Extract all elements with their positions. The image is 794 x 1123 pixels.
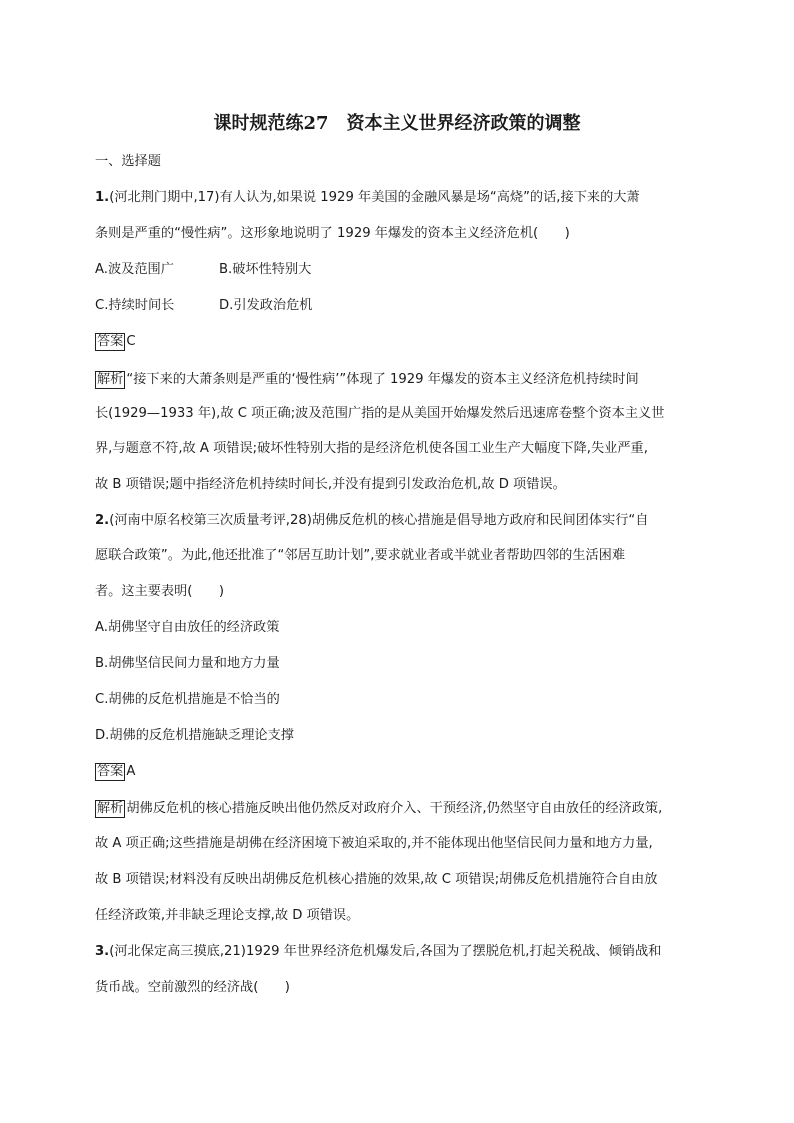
question-2-option-a: A.胡佛坚守自由放任的经济政策	[95, 620, 280, 635]
question-3-line-1	[95, 943, 705, 961]
question-1-option-c: C.持续时间长	[95, 298, 175, 313]
section-heading: 一、选择题	[95, 154, 161, 169]
question-2-text-1: (河南中原名校第三次质量考评,28)胡佛反危机的核心措施是倡导地方政府和民间团体实行“自	[109, 513, 649, 528]
question-2-answer-value: A	[126, 764, 136, 779]
question-2-line-1	[95, 512, 705, 530]
question-1-option-d: D.引发政治危机	[219, 298, 313, 313]
question-1-analysis-line-4: 故 B 项错误;题中指经济危机持续时间长,并没有提到引发政治危机,故 D 项错误。	[95, 477, 566, 492]
page-title: 课时规范练27 资本主义世界经济政策的调整	[213, 113, 581, 134]
question-1-options-row-2	[95, 297, 705, 315]
question-1-line-1	[95, 189, 705, 207]
question-2-option-b: B.胡佛坚信民间力量和地方力量	[95, 656, 280, 671]
answer-tag: 答案	[97, 764, 124, 779]
question-2-analysis-line-1	[95, 800, 705, 818]
question-3-line-2: 货币战。空前激烈的经济战( )	[95, 980, 290, 995]
question-2-analysis-line-3: 故 B 项错误;材料没有反映出胡佛反危机核心措施的效果,故 C 项错误;胡佛反危机措施符合自由放	[95, 872, 658, 887]
question-2-answer	[95, 763, 705, 781]
question-2-analysis-line-2: 故 A 项正确;这些措施是胡佛在经济困境下被迫采取的,并不能体现出他坚信民间力量和地方力量,	[95, 836, 653, 851]
question-1-answer	[95, 333, 705, 351]
question-1-analysis-line-2: 长(1929—1933 年),故 C 项正确;波及范围广指的是从美国开始爆发然后迅速席卷整个资本主义世	[95, 406, 665, 421]
question-1-option-b: B.破坏性特别大	[219, 262, 312, 277]
analysis-tag: 解析	[97, 372, 124, 387]
question-1-line-2: 条则是严重的“慢性病”。这形象地说明了 1929 年爆发的资本主义经济危机( )	[95, 226, 570, 241]
question-2-analysis-line-4: 任经济政策,并非缺乏理论支撑,故 D 项错误。	[95, 908, 360, 923]
question-1-number: 1.	[95, 190, 110, 205]
question-3-text-1: (河北保定高三摸底,21)1929 年世界经济危机爆发后,各国为了摆脱危机,打起关税战、倾销战和	[109, 944, 662, 959]
question-2-option-d: D.胡佛的反危机措施缺乏理论支撑	[95, 728, 294, 743]
question-1-analysis-text-1: “接下来的大萧条则是严重的‘慢性病’”体现了 1929 年爆发的资本主义经济危机持续时间	[126, 372, 639, 387]
answer-tag: 答案	[97, 334, 124, 349]
question-1-answer-value: C	[126, 334, 136, 349]
question-1-options-row-1	[95, 261, 705, 279]
question-2-line-3: 者。这主要表明( )	[95, 584, 224, 599]
question-2-line-2: 愿联合政策”。为此,他还批准了“邻居互助计划”,要求就业者或半就业者帮助四邻的生活困难	[95, 548, 626, 563]
question-3-number: 3.	[95, 944, 110, 959]
question-2-analysis-text-1: 胡佛反危机的核心措施反映出他仍然反对政府介入、干预经济,仍然坚守自由放任的经济政策,	[126, 801, 663, 816]
question-2-number: 2.	[95, 513, 110, 528]
question-1-text-1: (河北荆门期中,17)有人认为,如果说 1929 年美国的金融风暴是场“高烧”的话,接下来的大萧	[109, 190, 640, 205]
question-1-option-a: A.波及范围广	[95, 262, 174, 277]
question-1-analysis-line-1	[95, 371, 705, 389]
analysis-tag: 解析	[97, 801, 124, 816]
question-1-analysis-line-3: 界,与题意不符,故 A 项错误;破坏性特别大指的是经济危机使各国工业生产大幅度下降,失业严重,	[95, 441, 648, 456]
question-2-option-c: C.胡佛的反危机措施是不恰当的	[95, 692, 280, 707]
